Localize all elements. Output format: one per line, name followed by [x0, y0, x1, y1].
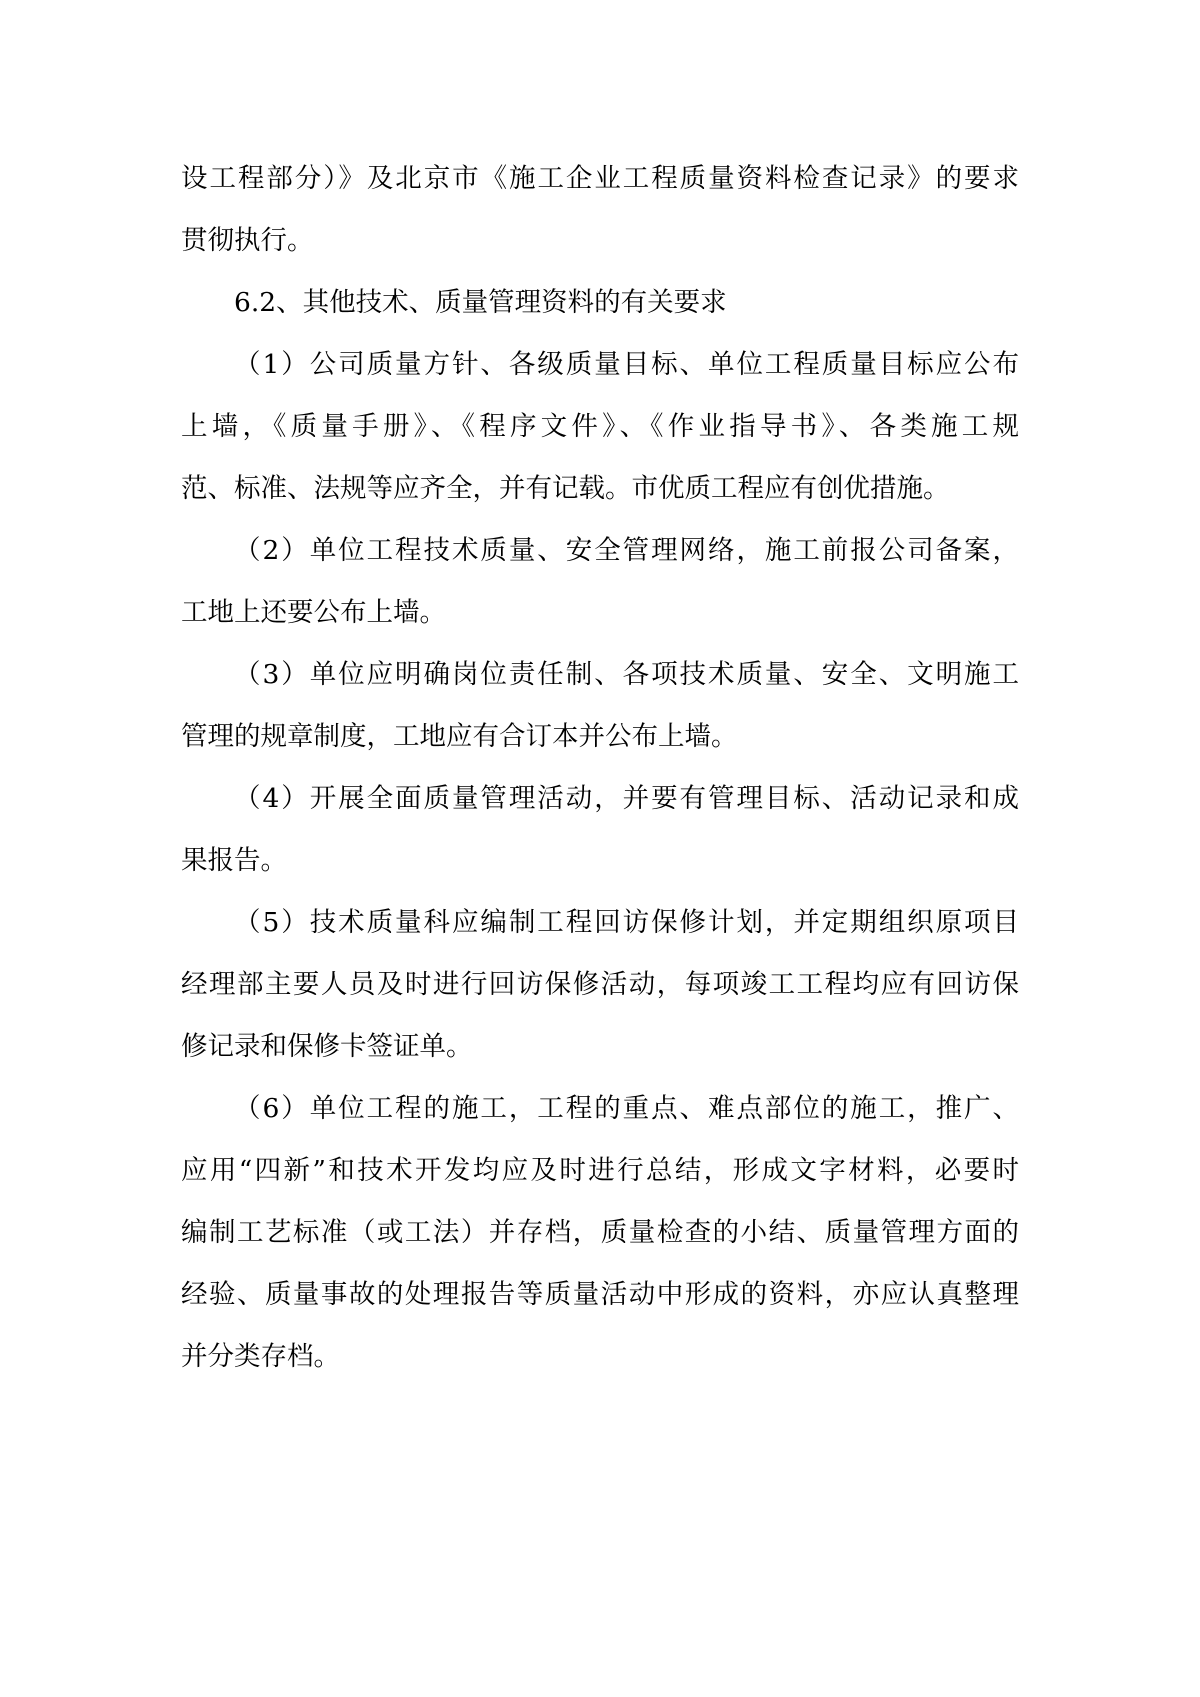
- paragraph-item-5: [181, 892, 1019, 1078]
- section-heading: 6.2、其他技术、质量管理资料的有关要求: [234, 287, 727, 318]
- paragraph-line: 工地上还要公布上墙。: [181, 597, 446, 628]
- paragraph-line: （6）单位工程的施工，工程的重点、难点部位的施工，推广、: [234, 1093, 1019, 1124]
- paragraph-line: （2）单位工程技术质量、安全管理网络，施工前报公司备案，: [234, 535, 1019, 566]
- document-body: [181, 148, 1019, 1388]
- paragraph-line: 设工程部分）》及北京市《施工企业工程质量资料检查记录》的要求: [181, 163, 1019, 194]
- paragraph-line: （5）技术质量科应编制工程回访保修计划，并定期组织原项目: [234, 907, 1019, 938]
- paragraph-line: （1）公司质量方针、各级质量目标、单位工程质量目标应公布: [234, 349, 1019, 380]
- paragraph-line: 并分类存档。: [181, 1341, 340, 1372]
- paragraph-line: 经验、质量事故的处理报告等质量活动中形成的资料，亦应认真整理: [181, 1279, 1019, 1310]
- paragraph-item-2: [181, 520, 1019, 644]
- paragraph-item-4: [181, 768, 1019, 892]
- paragraph-line: 范、标准、法规等应齐全，并有记载。市优质工程应有创优措施。: [181, 473, 950, 504]
- paragraph-line: 果报告。: [181, 845, 287, 876]
- paragraph-item-1: [181, 334, 1019, 520]
- paragraph-item-3: [181, 644, 1019, 768]
- paragraph-line: 应用“四新”和技术开发均应及时进行总结，形成文字材料，必要时: [181, 1155, 1019, 1186]
- paragraph-line: 编制工艺标准（或工法）并存档，质量检查的小结、质量管理方面的: [181, 1217, 1019, 1248]
- paragraph-line: 管理的规章制度，工地应有合订本并公布上墙。: [181, 721, 738, 752]
- paragraph-line: 修记录和保修卡签证单。: [181, 1031, 473, 1062]
- section-heading-6-2: [181, 272, 1019, 334]
- paragraph-line: （4）开展全面质量管理活动，并要有管理目标、活动记录和成: [234, 783, 1019, 814]
- paragraph-line: 上墙，《质量手册》、《程序文件》、《作业指导书》、各类施工规: [181, 411, 1019, 442]
- paragraph-line: （3）单位应明确岗位责任制、各项技术质量、安全、文明施工: [234, 659, 1019, 690]
- paragraph-line: 经理部主要人员及时进行回访保修活动，每项竣工工程均应有回访保: [181, 969, 1019, 1000]
- paragraph-continuation: [181, 148, 1019, 272]
- paragraph-item-6: [181, 1078, 1019, 1388]
- paragraph-line: 贯彻执行。: [181, 225, 314, 256]
